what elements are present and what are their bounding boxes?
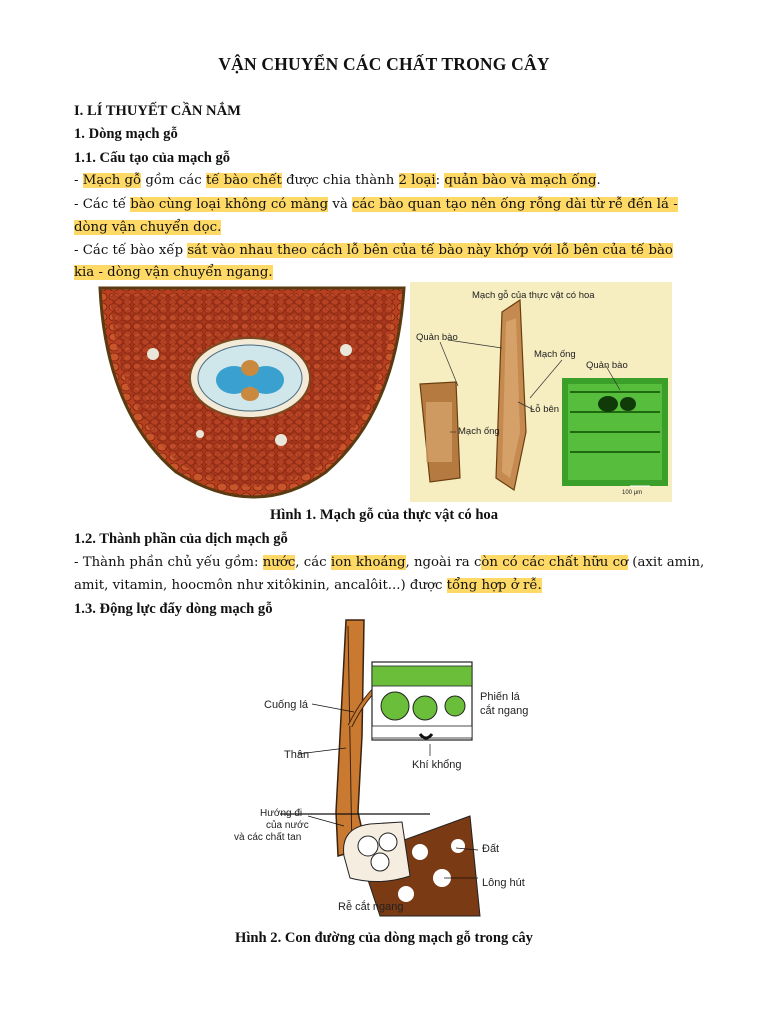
- highlighted-text: nước: [262, 555, 296, 570]
- paragraph-xylem-cells: [74, 171, 601, 191]
- text-run: - Thành phần chủ yếu gồm:: [74, 555, 263, 570]
- text-run: gồm các: [141, 173, 206, 188]
- label-leaf-2: cắt ngang: [480, 705, 529, 717]
- paragraph-composition-line1: [74, 553, 704, 573]
- heading-1-3: 1.3. Động lực đẩy dòng mạch gỗ: [74, 601, 273, 617]
- text-run: amit, vitamin, hoocmôn như xitôkinin, ancalôit...) được: [74, 578, 447, 593]
- label-soil: Đất: [482, 843, 500, 855]
- text-run: và: [328, 197, 353, 212]
- highlighted-text: kia - dòng vận chuyển ngang.: [74, 265, 273, 280]
- label-stem: Thân: [284, 749, 310, 761]
- text-run: , ngoài ra c: [405, 555, 482, 570]
- heading-1: 1. Dòng mạch gỗ: [74, 126, 178, 142]
- highlighted-text: tổng hợp ở rễ.: [446, 578, 542, 593]
- label-direction-3: và các chất tan: [234, 832, 302, 843]
- heading-1-1: 1.1. Cấu tạo của mạch gỗ: [74, 150, 231, 166]
- highlighted-text: 2 loại: [398, 173, 436, 188]
- text-run: - Các tế bào xếp: [74, 243, 188, 258]
- paragraph-same-cells-line2: [74, 218, 221, 238]
- section-heading: I. LÍ THUYẾT CẦN NẮM: [74, 103, 241, 119]
- text-run: .: [596, 173, 601, 188]
- label-root-hair: Lông hút: [482, 877, 525, 889]
- figure-2-caption: Hình 2. Con đường của dòng mạch gỗ trong cây: [235, 930, 533, 946]
- xylem-path-diagram-image: [220, 616, 560, 918]
- label-petiole: Cuống lá: [264, 699, 309, 711]
- text-run: :: [435, 173, 445, 188]
- paragraph-lateral-line1: [74, 241, 673, 261]
- scale-bar-label: 100 µm: [622, 490, 643, 496]
- label-root-section: Rễ cắt ngang: [338, 901, 404, 913]
- paragraph-same-cells-line1: [74, 195, 678, 215]
- highlighted-text: dòng vận chuyển dọc.: [74, 220, 222, 235]
- paragraph-composition-line2: [74, 576, 542, 596]
- xylem-diagram-image: [410, 282, 672, 502]
- label-direction-2: của nước: [266, 820, 309, 831]
- highlighted-text: tế bào chết: [205, 173, 282, 188]
- highlighted-text: Mạch gỗ: [82, 173, 142, 188]
- page-title: VẬN CHUYỂN CÁC CHẤT TRONG CÂY: [218, 54, 550, 74]
- label-vessel-2: Mạch ống: [458, 426, 500, 437]
- highlighted-text: òn có các chất hữu cơ: [481, 555, 629, 570]
- heading-1-2: 1.2. Thành phần của dịch mạch gỗ: [74, 531, 288, 547]
- highlighted-text: sát vào nhau theo cách lỗ bên của tế bào này khớp với lỗ bên của tế bào: [187, 243, 673, 258]
- text-run: được chia thành: [281, 173, 399, 188]
- text-run: -: [74, 173, 83, 188]
- label-tracheid-2: Quản bào: [586, 360, 628, 371]
- highlighted-text: ion khoáng: [330, 555, 406, 570]
- highlighted-text: các bào quan tạo nên ống rỗng dài từ rễ đến lá -: [352, 197, 678, 212]
- text-run: (axit amin,: [628, 555, 705, 570]
- label-tracheid-1: Quản bào: [416, 332, 458, 343]
- label-direction-1: Hướng đi: [260, 808, 303, 819]
- figure-1-caption: Hình 1. Mạch gỗ của thực vật có hoa: [269, 507, 499, 523]
- text-run: - Các tế: [74, 197, 131, 212]
- label-leaf-1: Phiến lá: [480, 691, 520, 703]
- label-vessel-1: Mạch ống: [534, 349, 576, 360]
- label-stoma: Khí khổng: [412, 759, 462, 771]
- highlighted-text: quản bào và mạch ống: [444, 173, 597, 188]
- paragraph-lateral-line2: [74, 263, 273, 283]
- xylem-diagram-title: Mạch gỗ của thực vật có hoa: [472, 290, 595, 301]
- highlighted-text: bào cùng loại không có màng: [130, 197, 329, 212]
- label-pit: Lỗ bên: [530, 404, 560, 415]
- stem-cross-section-image: [96, 282, 408, 502]
- text-run: , các: [295, 555, 331, 570]
